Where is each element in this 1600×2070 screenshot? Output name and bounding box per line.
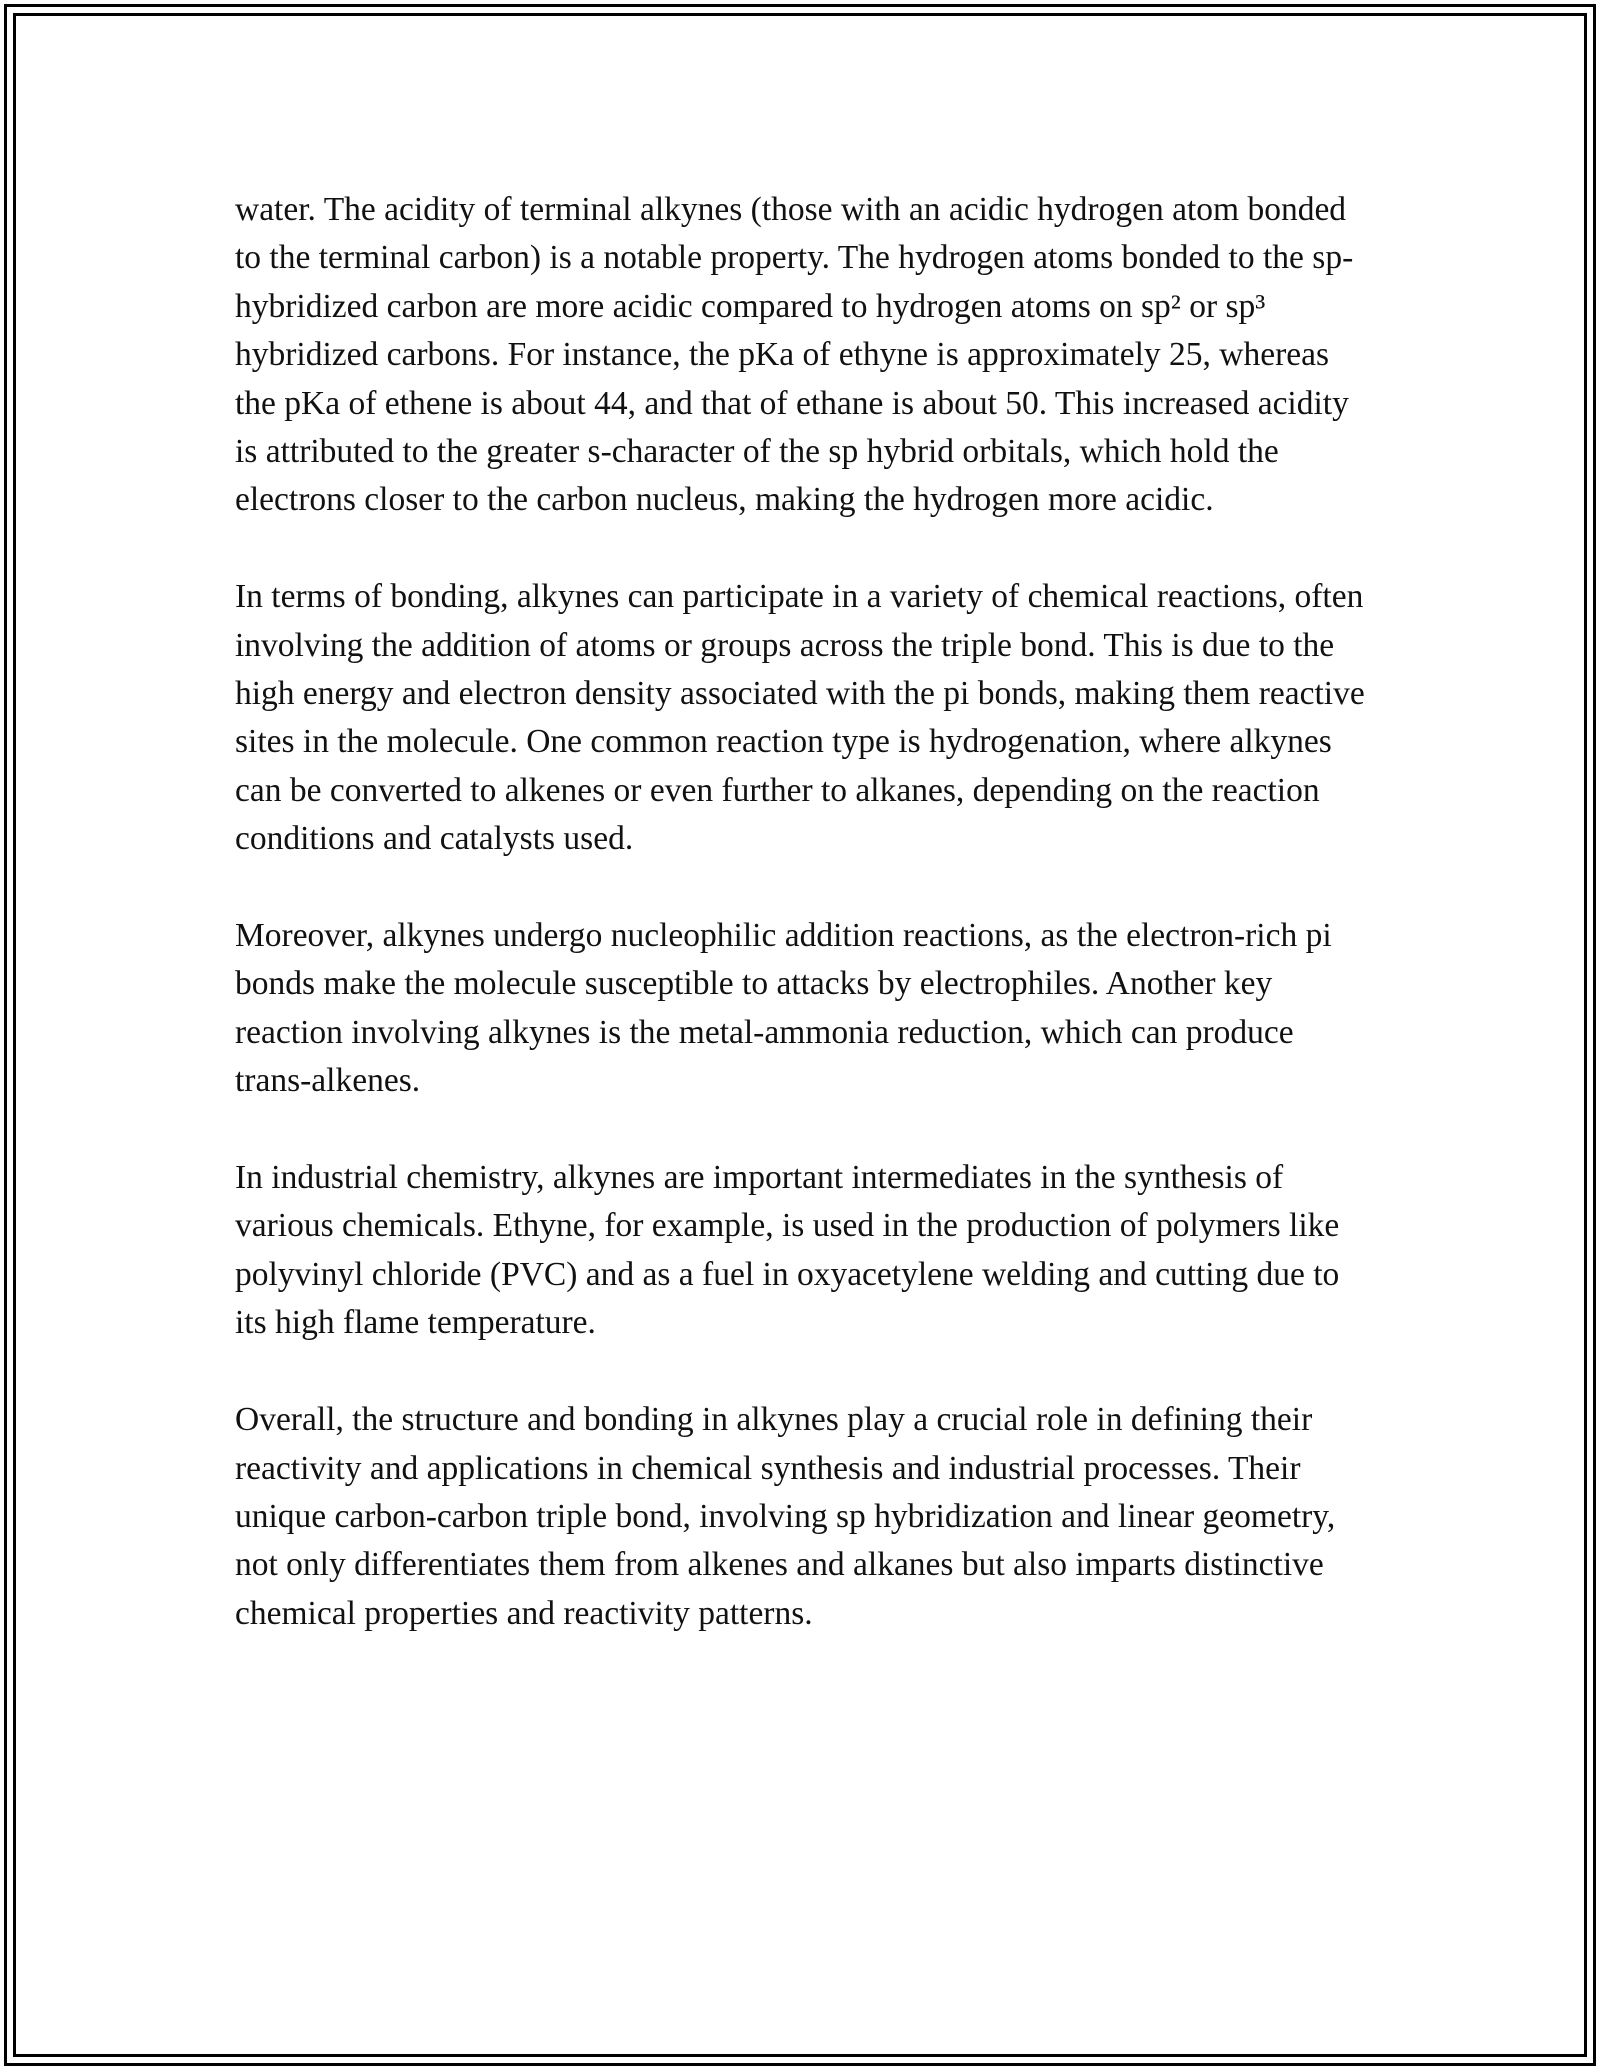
paragraph-industrial-chemistry: In industrial chemistry, alkynes are important intermediates in the synthesis of various chemicals. Ethyne, for example, is used in the production of polymers like polyvinyl chloride (PVC) and as a fuel in oxyacetylene welding and cutting due to its high flame temperature. (235, 1159, 1340, 1342)
paragraph-overall-summary: Overall, the structure and bonding in alkynes play a crucial role in defining their reactivity and applications in chemical synthesis and industrial processes. Their unique carbon-carbon triple bond, involving sp hybridization and linear geometry, not only differentiates them from alkenes and alkanes but also imparts distinctive chemical properties and reactivity patterns. (235, 1401, 1336, 1632)
paragraph-acidity: water. The acidity of terminal alkynes (those with an acidic hydrogen atom bonded to the terminal carbon) is a notable property. The hydrogen atoms bonded to the sp-hybridized carbon are more acidic compared to hydrogen atoms on sp² or sp³ hybridized carbons. For instance, the pKa of ethyne is approximately 25, whereas the pKa of ethene is about 44, and that of ethane is about 50. This increased acidity is attributed to the greater s-character of the sp hybrid orbitals, which hold the electrons closer to the carbon nucleus, making the hydrogen more acidic. (235, 191, 1354, 519)
paragraph-nucleophilic-addition: Moreover, alkynes undergo nucleophilic addition reactions, as the electron-rich pi bonds make the molecule susceptible to attacks by electrophiles. Another key reaction involving alkynes is the metal-ammonia reduction, which can produce trans-alkenes. (235, 917, 1332, 1100)
document-body (235, 186, 1371, 1687)
paragraph-bonding-reactions: In terms of bonding, alkynes can participate in a variety of chemical reactions, often involving the addition of atoms or groups across the triple bond. This is due to the high energy and electron density associated with the pi bonds, making them reactive sites in the molecule. One common reaction type is hydrogenation, where alkynes can be converted to alkenes or even further to alkanes, depending on the reaction conditions and catalysts used. (235, 578, 1365, 858)
